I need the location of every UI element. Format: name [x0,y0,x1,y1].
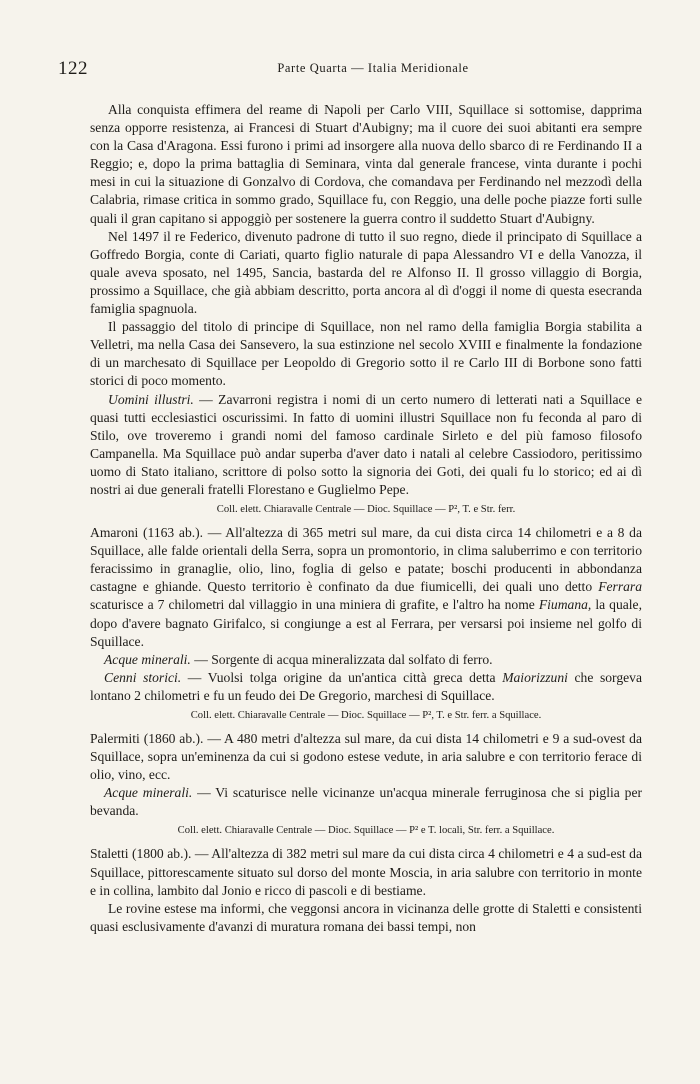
entry-palermiti [90,730,642,784]
entry-amaroni [90,524,642,651]
section-label-cenni-storici: Cenni storici. [104,669,182,685]
palermiti-acque-minerali [90,784,642,820]
collegio-note-amaroni: Coll. elett. Chiaravalle Centrale — Dioc. Squillace — P², T. e Str. ferr. a Squillace. [190,710,542,721]
amaroni-cenni-text-2: che sorgeva lontano 2 chilometri e fu un feudo dei De Gregorio, marchesi di Squillace. [90,669,642,703]
paragraph-staletti-rovine: Le rovine estese ma informi, che veggonsi ancora in vicinanza delle grotte di Staletti e consistenti quasi esclusivamente d'avanzi di muratura romana dei bassi tempi, non [90,900,642,934]
palermiti-acque-text: — Vi scaturisce nelle vicinanze un'acqua minerale ferruginosa che si piglia per bevanda. [90,785,643,819]
amaroni-text-2: scaturisce a 7 chilometri dal villaggio in una miniera di grafite, e l'altro ha nome [90,597,539,613]
amaroni-acque-minerali [90,651,642,669]
collegio-note-palermiti: Coll. elett. Chiaravalle Centrale — Dioc. Squillace — P² e T. locali, Str. ferr. a Squillace. [177,825,555,837]
amaroni-cenni-text-1: — Vuolsi tolga origine da un'antica città greca detta [181,669,503,685]
section-label-uomini-illustri: Uomini illustri. [108,391,194,407]
section-label-acque-minerali: Acque minerali. [104,785,193,801]
page-body [90,101,642,936]
entry-staletti [90,845,642,899]
paragraph-aubigny: Alla conquista effimera del reame di Napoli per Carlo VIII, Squillace si sottomise, dapprima senza opporre resistenza, ai Francesi di Stuart d'Aubigny; ma il cuore dei suoi abitanti era sempre con la Casa d'Aragona. Essi furono i primi ad insorgere alla nuova dello sbarco di re Ferdinando II a Reggio; e, dopo la prima battaglia di Seminara, vinta dal generale francese, vinta durante i pochi mesi in cui la situazione di Gonzalvo di Cordova, che comandava per Ferdinando nel mezzodì della Calabria, rimase critica in sommo grado, Squillace fu, con Reggio, una delle poche piazze forti sulle quali il gran capitano si appoggiò per sostenere la guerra contro il suddetto Stuart d'Aubigny. [90,102,642,226]
river-name-ferrara: Ferrara [598,579,642,595]
collegio-note-squillace: Coll. elett. Chiaravalle Centrale — Dioc. Squillace — P², T. e Str. ferr. [216,504,516,516]
city-name-maiorizzuni: Maiorizzuni [502,669,568,685]
section-label-acque-minerali: Acque minerali. [104,651,191,667]
amaroni-text-3: la quale, dopo d'avere bagnato Girifalco, si congiunge a est al Ferrara, per versarsi poi insieme nel golfo di Squillace. [90,597,642,649]
entry-title-amaroni: Amaroni (1163 ab.). [90,525,204,541]
page-header [58,58,658,82]
river-name-fiumana: Fiumana, [538,597,592,613]
amaroni-acque-text: — Sorgente di acqua mineralizzata dal solfato di ferro. [190,651,493,667]
entry-title-staletti: Staletti (1800 ab.). [90,846,192,862]
staletti-text: — All'altezza di 382 metri sul mare da cui dista circa 4 chilometri e 4 a sud-est da Squillace, pittorescamente situato sul dorso del monte Moscia, in aria salubre con territorio in monte e in collina, lambito dal Jonio e ricco di pascoli e di bestiame. [90,846,642,898]
page-number: 122 [58,58,88,79]
amaroni-text-1: — All'altezza di 365 metri sul mare, da cui dista circa 14 chilometri e a 8 da Squillace, alle falde orientali della Serra, sopra un promontorio, in clima saluberrimo e con territorio feracissimo in granaglie, olio, lino, foglia di gelso e patate; boschi producenti in abbondanza castagne e ghiande. Questo territorio è confinato da due fiumicelli, dei quali uno detto [90,525,642,595]
paragraph-principato: Il passaggio del titolo di principe di Squillace, non nel ramo della famiglia Borgia stabilita a Velletri, ma nella Casa dei Sansevero, la sua estinzione nel secolo XVIII e finalmente la fondazione di un marchesato di Squillace per Leopoldo di Gregorio sotto il re Carlo III di Borbone sono fatti storici di poco momento. [90,319,642,389]
entry-title-palermiti: Palermiti (1860 ab.). [90,731,204,746]
palermiti-text: — A 480 metri d'altezza sul mare, da cui dista 14 chilometri e 9 a sud-ovest da Squillace, sopra un'eminenza da cui si godono estese vedute, in aria salubre e con territorio ferace di olio, vino, ecc. [90,731,642,783]
paragraph-uomini-illustri [90,391,642,500]
running-title: Parte Quarta — Italia Meridionale [277,61,469,75]
amaroni-cenni-storici [90,669,642,705]
paragraph-borgia: Nel 1497 il re Federico, divenuto padrone di tutto il suo regno, diede il principato di Squillace a Goffredo Borgia, conte di Cariati, quarto figlio naturale di papa Alessandro VI e della Vanozza, il quale aveva sposato, nel 1495, Sancia, bastarda del re Alfonso II. Il grosso villaggio di Borgia, prossimo a Squillace, che già abbiam descritto, porta ancora al dì d'oggi il nome di questa esecranda famiglia spagnuola. [90,228,642,317]
uomini-illustri-text: — Zavarroni registra i nomi di un certo numero di letterati nati a Squillace e quasi tutti ecclesiastici oscurissimi. In fatto di uomini illustri Squillace non fu feconda al paro di Stilo, ove troveremo i grandi nomi del famoso cardinale Sirleto e del più famoso filosofo Campanella. Ma Squillace può andar superba d'aver dato i natali al celebre Cassiodoro, peritissimo uomo di Stato italiano, scrittore di polso sotto la signoria dei Goti, dei quali fu lo storico; ed ai dì nostri ai due generali fratelli Florestano e Guglielmo Pepe. [90,391,642,497]
